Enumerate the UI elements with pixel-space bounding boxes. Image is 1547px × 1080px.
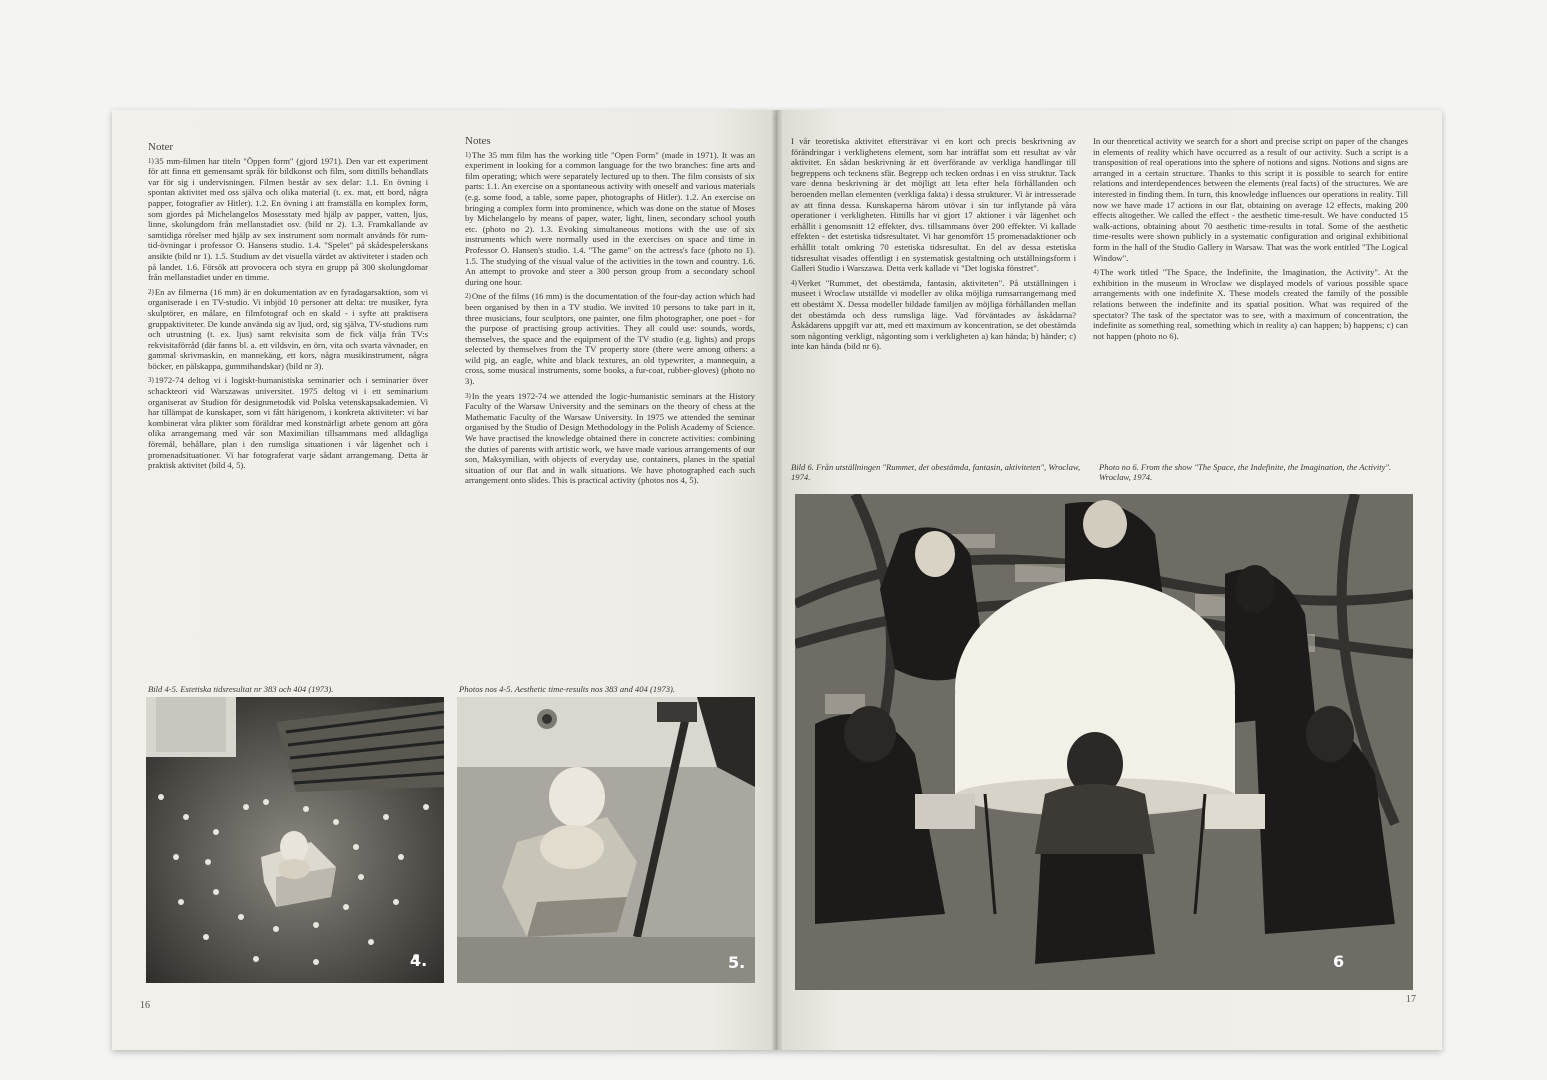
- swedish-note-3: $^{3)}$1972-74 deltog vi i logiskt-humanistiska seminarier och i seminarier över schackteori vid Warszawas universitet. 1975 deltog vi i ett seminarium organiserat av Studion för designmetodik vid Polska vetenskapsakademien. Vi har tillämpat de kunskaper, som vi fått härigenom, i konkreta aktiviteter: vi har kombinerat våra plikter som föräldrar med konstnärligt arbete genom att göra olika arrangemang med vår son Maximilian tillsammans med alldagliga föremål, behållare, plan i den rumsliga situationen i vår lägenhet och i promenadsituationer. Vi har fotograferat varje sådant arrangemang. Detta är praktisk aktivitet (bild 4, 5).: [148, 375, 428, 471]
- photo-4: [146, 697, 444, 983]
- photo-5: [457, 697, 755, 983]
- swedish-note-1: $^{1)}$35 mm-filmen har titeln "Öppen form" (gjord 1971). Den var ett experiment för att finna ett gemensamt språk för bildkonst och film, som dittills behandlats var för sig i undervisningen. Filmen består av sex delar: 1.1. En övning i spontan aktivitet med oss själva och olika material (t. ex. mat, ett bord, några papper, fotografier av Hitler). 1.2. En övning i att framställa en komplex form, som gjordes på Michelangelos Mosesstaty med hjälp av papper, vatten, ljus, linne, skolungdom från mellanstadiet osv. (bild nr 2). 1.3. Framkallande av samtidiga rörelser med hjälp av sex instrument som normalt används för rum-tid-övningar i professor O. Hansens studio. 1.4. "Spelet" på skådespelerskans ansikte (bild nr 1). 1.5. Studium av det visuella värdet av aktiviteter i staden och på landet. 1.6. Försök att provocera och styra en grupp på 300 skolungdomar från mellanstadiet under en timme.: [148, 155, 428, 283]
- page-number-right: 17: [1406, 994, 1416, 1005]
- english-note-1: $^{1)}$The 35 mm film has the working title "Open Form" (made in 1971). It was an experiment in looking for a common language for the two branches: fine arts and film operating; which were separately lectured up to then. The film consists of six parts: 1.1. An exercise on a spontaneous activity with oneself and various materials (e.g. some food, a table, some paper, photographs of Hitler). 1.2. An exercise on bringing a complex form into prominence, which was done on the statue of Moses by Michelangelo by means of paper, water, light, linen, secondary school youth etc. (photo no 2). 1.3. Evoking simultaneous motions with the use of six instruments which were normally used in the exercises on space and time in Professor O. Hansen's studio. 1.4. "The game" on the actress's face (photo no 1). 1.5. The studying of the visual value of the activities in the town and country. 1.6. An attempt to provoke and steer a 300 person group from a secondary school during one hour.: [465, 149, 755, 287]
- caption-photo-6-en: Photo no 6. From the show "The Space, the Indefinite, the Imagination, the Activity". Wroclaw, 1974.: [1099, 462, 1392, 482]
- photo-5-number: 5.: [728, 953, 746, 972]
- photo-6-image: [795, 494, 1413, 990]
- photo-5-image: [457, 697, 755, 983]
- swedish-notes-heading: Noter: [148, 141, 174, 153]
- english-note-4: $^{4)}$The work titled "The Space, the Indefinite, the Imagination, the Activity". At the exhibition in the museum in Wroclaw we displayed models of various possible space arrangements with one indefinite X. These models created the family of the possible relations between the indefinite and its spatial position. What was required of the spectator? The task of the spectator was to see, with a maximum of concentration, the indefinite as something real, something which in reality a) can happen; b) happens; c) can not happen (photo no 6).: [1093, 267, 1408, 341]
- photo-6: [795, 494, 1413, 990]
- swedish-text-column: [791, 136, 1076, 356]
- magazine-spread: [112, 110, 1442, 1050]
- swedish-paragraph-1: I vår teoretiska aktivitet eftersträvar vi en kort och precis beskrivning av förändringar i verklighetens element, som har inträffat som ett resultat av vår aktivitet. En sådan beskrivning är ett överförande av verkliga handlingar till begreppens och tecknens sfär. Begrepp och tecken ordnas i en viss struktur. Tack vare denna beskrivning är det möjligt att leta efter hela förhållanden och beroenden mellan elementen (verkliga fakta) i dessa strukturer. Vi är intresserade av att finna dessa. Kunskaperna härom utövar i sin tur inflytande på våra operationer i verkligheten. Hittills har vi gjort 17 aktioner i vår lägenhet och erhållit i genomsnitt 12 effekter, dvs. tillsammans över 200 effekter. Vi kallade effekten - det estetiska tidsresultatet. Vi har genomfört 15 promenadaktioner och erhållit totalt omkring 70 estetiska tidsresultat. En del av dessa estetiska tidsresultat visades offentligt i en systematisk gestaltning och utställningsform i Galleri Studio i Warszawa. Detta verk kallade vi "Det logiska fönstret".: [791, 136, 1076, 274]
- english-notes-heading: Notes: [465, 135, 491, 147]
- right-page: [777, 110, 1442, 1050]
- photo-6-number: 6: [1333, 952, 1345, 971]
- english-note-2: $^{2)}$One of the films (16 mm) is the documentation of the four-day action which had been organised by then in a TV studio. We invited 10 persons to take part in it, three musicians, four sculptors, one painter, one film photographer, one poet - for the purpose of practising group activities. They all could use: sounds, words, themselves, the space and the equipment of the TV studio (e.g. lights) and props selected by themselves from the TV property store (there were among others: a wild pig, an eagle, white and black textures, an old typewriter, a mannequin, a cross, some musical instruments, some books, a fur-coat, rubber-gloves) (photo no 3).: [465, 291, 755, 387]
- english-paragraph-1: In our theoretical activity we search for a short and precise script on paper of the changes in elements of reality which have occurred as a result of our activity. Such a script is a transposition of real operations into the sphere of notions and signs. Notions and signs are arranged in a certain structure. Thanks to this script it is possible to search for entire relations and interdependences between the elements (real facts) of the structures. We are interested in finding them. In turn, this knowledge influences our operations in reality. Till now we have made 17 actions in our flat, obtaining on average 12 effects, making 200 effects altogether. We called the effect - the aesthetic time-result. We have conducted 15 walk-actions, obtaining about 70 aesthetic time-results in total. Some of the aesthetic time-results were shown publicly in a systematic configuration and original exhibitional form in the hall of the Studio Gallery in Warsaw. That was the work entitled "The Logical Window".: [1093, 136, 1408, 263]
- caption-photos-4-5-en: Photos nos 4-5. Aesthetic time-results nos 383 and 404 (1973).: [459, 684, 676, 694]
- swedish-note-2: $^{2)}$En av filmerna (16 mm) är en dokumentation av en fyradagarsaktion, som vi organiserade i en TV-studio. Vi inbjöd 10 personer att delta: tre musiker, fyra skulptörer, en målare, en filmfotograf och en skald - i syfte att praktisera gruppaktiviteter. De kunde använda sig av ljud, ord, sig själva, TV-studions rum och utrustning (t. ex. ljus) samt rekvisita som de fick välja från TV:s rekvisitaförråd (där fanns bl. a. ett vildsvin, en örn, vita och svarta vävnader, en gammal skrivmaskin, en mannekäng, ett kors, några musikinstrument, några böcker, en pälskappa, gummihandskar) (bild nr 3).: [148, 286, 428, 371]
- left-page: [112, 110, 777, 1050]
- page-number-left: 16: [140, 1000, 150, 1011]
- english-text-column: [1093, 136, 1408, 345]
- english-note-3: $^{3)}$In the years 1972-74 we attended the logic-humanistic seminars at the History Faculty of the Warsaw University and the seminars on the theory of chess at the Mathematic Faculty of the Warsaw University. In 1975 we attended the seminar organised by the Studio of Design Methodology in the Polish Academy of Science. We have practised the knowledge obtained there in concrete activities: combining the duties of parents with artistic work, we have made various arrangements of our son, Maksymilian, with objects of everyday use, containers, planes in the spatial situation of our flat and in walk situations. We have photographed each such arrangement onto slides. This is practical activity (photos nos 4, 5).: [465, 390, 755, 486]
- swedish-note-4: $^{4)}$Verket "Rummet, det obestämda, fantasin, aktiviteten". På utställningen i museet i Wroclaw utställde vi modeller av olika möjliga rumsarrangemang med ett obestämt X. Dessa modeller bildade familjen av möjliga förhållanden mellan det obestämda och dess rumsliga läge. Vad förväntades av åskådarna? Åskådarens uppgift var att, med ett maximum av koncentration, se det obestämda som någonting verkligt, någonting som i verkligheten a) kan hända; b) händer; c) inte kan hända (bild nr 6).: [791, 277, 1076, 352]
- caption-photo-6-sv: Bild 6. Från utställningen "Rummet, det obestämda, fantasin, aktiviteten", Wroclaw, 1974.: [791, 462, 1081, 482]
- swedish-notes-column: [148, 142, 428, 475]
- caption-photos-4-5-sv: Bild 4-5. Estetiska tidsresultat nr 383 och 404 (1973).: [148, 684, 334, 694]
- photo-4-number: 4.: [410, 951, 428, 970]
- photo-4-image: [146, 697, 444, 983]
- spine-gutter: [772, 110, 782, 1050]
- english-notes-column: [465, 136, 755, 490]
